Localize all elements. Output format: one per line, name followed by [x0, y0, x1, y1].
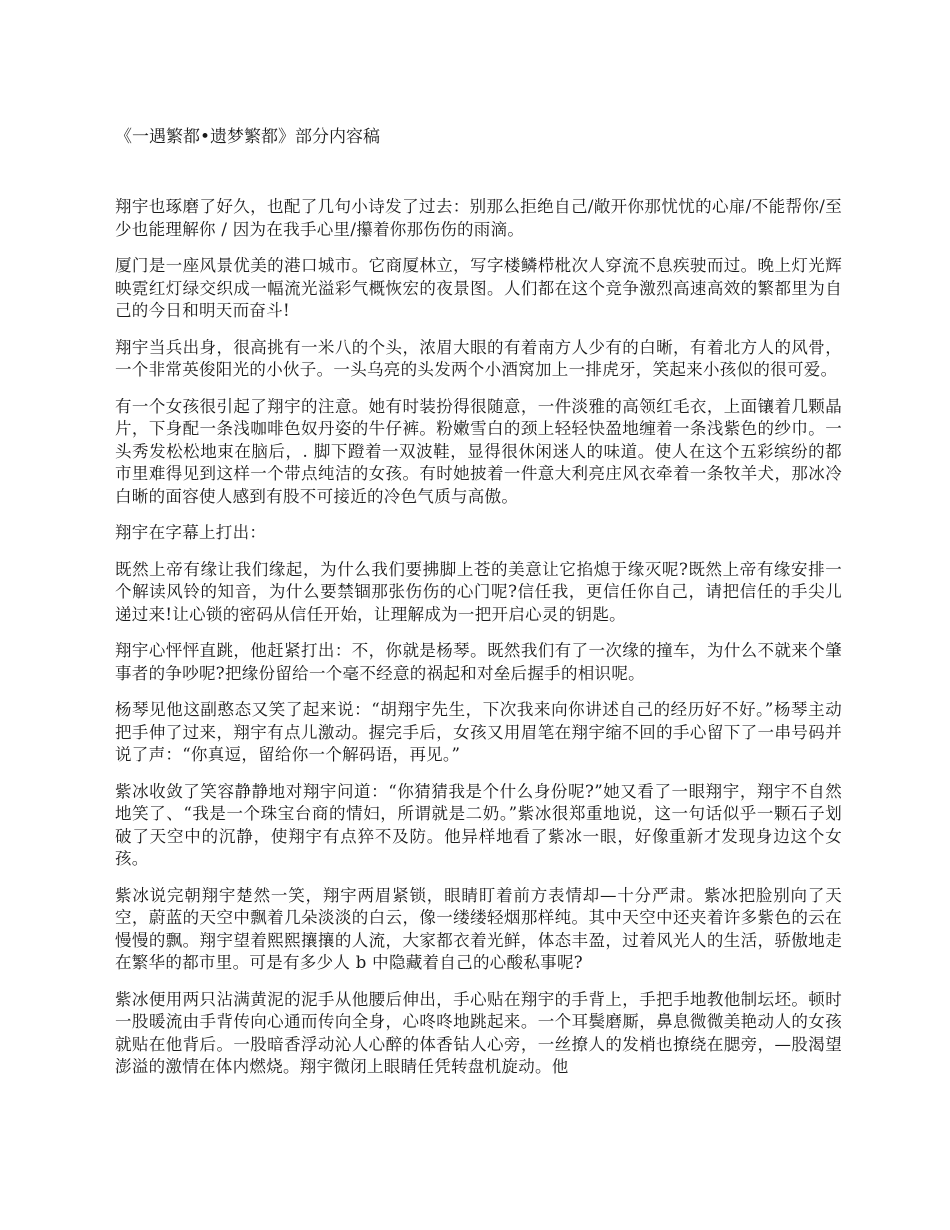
document-body: [115, 196, 842, 1093]
paragraph: 紫冰收敛了笑容静静地对翔宇问道：“你猜猜我是个什么身份呢?”她又看了一眼翔宇，翔宇不自然地笑了、“我是一个珠宝台商的情妇，所谓就是二奶。”紫冰很郑重地说，这一句话似乎一颗石子划破了天空中的沉静，使翔宇有点猝不及防。他异样地看了紫冰一眼，好像重新才发现身边这个女孩。: [115, 781, 842, 868]
paragraph: 有一个女孩很引起了翔宇的注意。她有时装扮得很随意，一件淡雅的高领红毛衣，上面镶着几颗晶片，下身配一条浅咖啡色奴丹姿的牛仔裤。粉嫩雪白的颈上轻轻快盈地缠着一条浅紫色的纱巾。一头秀发松松地束在脑后，. 脚下蹬着一双波鞋，显得很休闲迷人的味道。使人在这个五彩缤纷的都市里难得见到这样一个带点纯洁的女孩。有时她披着一件意大利亮庄风衣牵着一条牧羊犬，那冰冷白晰的面容使人感到有股不可接近的冷色气质与高傲。: [115, 396, 842, 506]
paragraph: 厦门是一座风景优美的港口城市。它商厦林立，写字楼鳞栉枇次人穿流不息疾驶而过。晚上灯光辉映霓红灯绿交织成一幅流光溢彩气概恢宏的夜景图。人们都在这个竞争激烈高速高效的繁都里为自己的今日和明天而奋斗!: [115, 256, 842, 320]
paragraph: 既然上帝有缘让我们缘起，为什么我们要拂脚上苍的美意让它掐熄于缘灭呢?既然上帝有缘安排一个解读风铃的知音，为什么要禁锢那张伤伤的心门呢?信任我，更信任你自己，请把信任的手尖儿递过来!让心锁的密码从信任开始，让理解成为一把开启心灵的钥匙。: [115, 559, 842, 624]
paragraph: 翔宇在字幕上打出：: [115, 523, 267, 542]
paragraph: 紫冰便用两只沾满黄泥的泥手从他腰后伸出，手心贴在翔宇的手背上，手把手地教他制坛坯。顿时一股暖流由手背传向心通而传向全身，心咚咚地跳起来。一个耳鬓磨厮，鼻息微微美艳动人的女孩就贴在他背后。一股暗香浮动沁人心醉的体香钻人心旁，一丝撩人的发梢也撩绕在腮旁，—股渴望澎溢的激情在体内燃烧。翔宇微闭上眼睛任凭转盘机旋动。他: [115, 989, 842, 1076]
paragraph: 翔宇心怦怦直跳，他赶紧打出：不，你就是杨琴。既然我们有了一次缘的撞车，为什么不就来个肇事者的争吵呢?把缘份留给一个毫不经意的祸起和对垒后握手的相识呢。: [115, 641, 842, 683]
paragraph: 紫冰说完朝翔宇楚然一笑，翔宇两眉紧锁，眼睛盯着前方表情却—十分严肃。紫冰把脸别向了天空，蔚蓝的天空中飘着几朵淡淡的白云，像一缕缕轻烟那样纯。其中天空中还夹着许多紫色的云在慢慢的飘。翔宇望着熙熙攘攘的人流，大家都衣着光鲜，体态丰盈，过着风光人的生活，骄傲地走在繁华的都市里。可是有多少人 b 中隐藏着自己的心酸私事呢?: [115, 885, 842, 972]
paragraph: 翔宇当兵出身，很高挑有一米八的个头，浓眉大眼的有着南方人少有的白晰，有着北方人的风骨，一个非常英俊阳光的小伙子。一头乌亮的头发两个小酒窝加上一排虎牙，笑起来小孩似的很可爱。: [115, 337, 842, 379]
document-title: 《一遇繁都•遗梦繁都》部分内容稿: [115, 127, 381, 147]
paragraph: 杨琴见他这副憨态又笑了起来说：“胡翔宇先生，下次我来向你讲述自己的经历好不好。”杨琴主动把手伸了过来，翔宇有点儿激动。握完手后，女孩又用眉笔在翔宇缩不回的手心留下了一串号码并说了声：“你真逗，留给你一个解码语，再见。”: [115, 700, 842, 764]
paragraph: 翔宇也琢磨了好久，也配了几句小诗发了过去：别那么拒绝自己/敞开你那忧忧的心扉/不能帮你/至少也能理解你 / 因为在我手心里/攥着你那伤伤的雨滴。: [115, 197, 842, 239]
